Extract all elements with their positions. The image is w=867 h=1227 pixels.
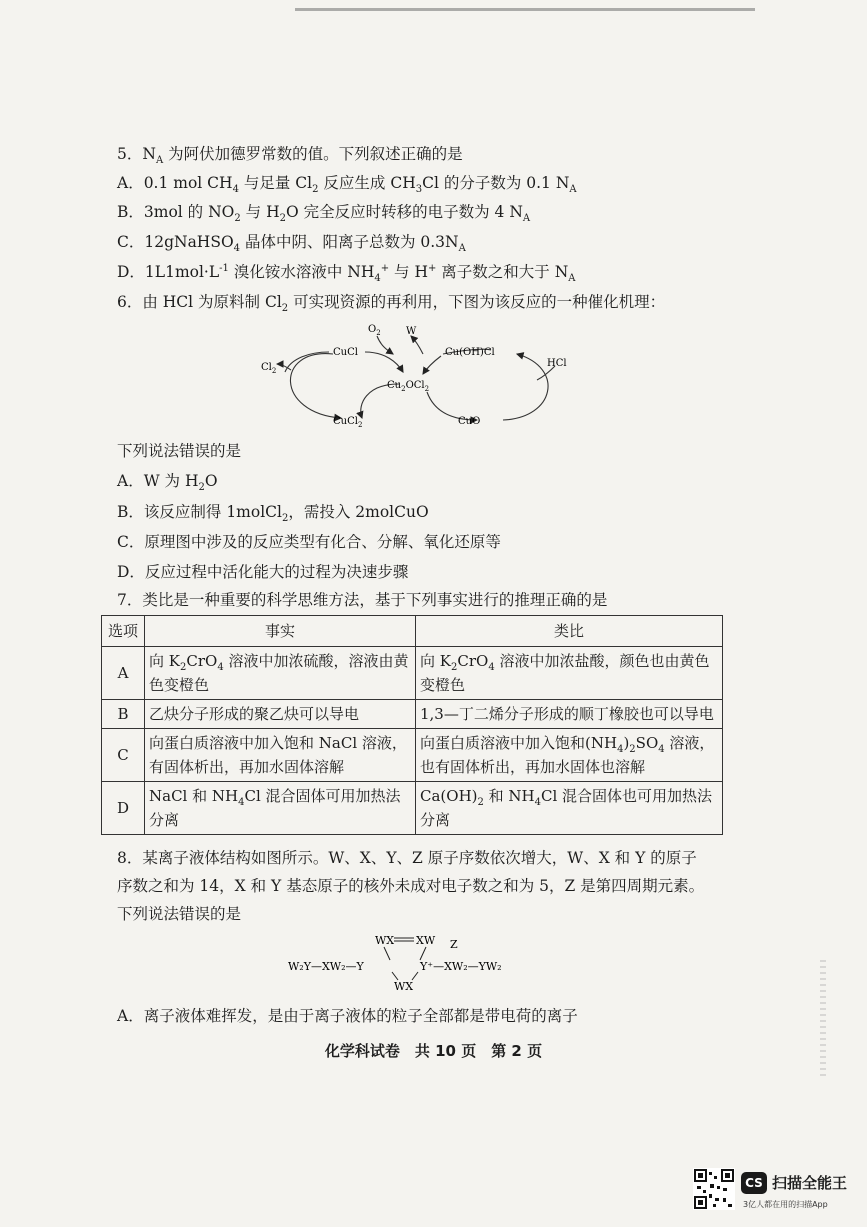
- cuo-label: CuO: [458, 416, 481, 427]
- ring-top-right: XW: [416, 934, 436, 947]
- scanner-brand-name: 扫描全能王: [772, 1174, 848, 1192]
- qr-code-icon: [693, 1168, 735, 1210]
- camscanner-logo: CS: [741, 1172, 767, 1194]
- row-fact: 乙炔分子形成的聚乙炔可以导电: [145, 700, 416, 729]
- header-option: 选项: [102, 616, 145, 647]
- table-row: [102, 729, 723, 782]
- cuo-to-cuohcl-arrow: [503, 354, 548, 420]
- question-8-stem-line-1: 8．某离子液体结构如图所示。W、X、Y、Z 原子序数依次增大，W、X 和 Y 的原子: [117, 849, 697, 867]
- table-row: [102, 700, 723, 729]
- question-8-prompt: 下列说法错误的是: [117, 905, 242, 923]
- question-6-stem: 6．由 HCl 为原料制 $Cl_2$ 可实现资源的再利用，下图为该反应的一种催化机理：: [117, 293, 666, 315]
- scanner-tagline: 3亿人都在用的扫描App: [743, 1200, 828, 1209]
- table-row: [102, 782, 723, 835]
- hcl-label: HCl: [547, 358, 567, 369]
- question-5-option-a: A．0.1 mol $CH_4$ 与足量 $Cl_2$ 反应生成 $CH_3Cl$ 的分子数为 0.1 $N_A$: [117, 174, 577, 196]
- question-5-option-b: B．3mol 的 $NO_2$ 与 $H_2O$ 完全反应时转移的电子数为 4 $N_A$: [117, 203, 531, 225]
- question-6-option-a: A．W 为 $H_2O$: [117, 472, 218, 494]
- o2-input-arrow: [377, 336, 393, 354]
- scan-edge-artifact: [820, 960, 826, 1080]
- cl2-output-arrow: [277, 364, 291, 370]
- w-label: W: [406, 326, 417, 337]
- cucl-label: CuCl: [333, 347, 358, 358]
- left-loop-arrow-bottom: [290, 354, 341, 418]
- question-6-prompt: 下列说法错误的是: [117, 442, 242, 460]
- ring-bottom: WX: [394, 980, 414, 992]
- cuohcl-to-center-arrow: [423, 356, 441, 374]
- question-6-option-d: D．反应过程中活化能大的过程为决速步骤: [117, 563, 409, 581]
- cl2-label: $Cl_2$: [261, 362, 277, 375]
- row-analogy: $Ca(OH)_2$ 和 $NH_4Cl$ 混合固体也可用加热法分离: [416, 782, 723, 835]
- row-key: A: [102, 647, 145, 700]
- row-analogy: 1,3—丁二烯分子形成的顺丁橡胶也可以导电: [416, 700, 723, 729]
- question-6-option-c: C．原理图中涉及的反应类型有化合、分解、氧化还原等: [117, 533, 501, 551]
- header-analogy: 类比: [416, 616, 723, 647]
- row-key: D: [102, 782, 145, 835]
- question-6-option-b: B．该反应制得 1molCl$_2$，需投入 2molCuO: [117, 503, 429, 525]
- left-chain: W₂Y—XW₂—Y: [288, 960, 364, 973]
- question-8-option-a: A．离子液体难挥发，是由于离子液体的粒子全部都是带电荷的离子: [117, 1007, 578, 1025]
- row-key: B: [102, 700, 145, 729]
- row-fact: 向 $K_2CrO_4$ 溶液中加浓硫酸，溶液由黄色变橙色: [145, 647, 416, 700]
- question-7-stem: 7．类比是一种重要的科学思维方法，基于下列事实进行的推理正确的是: [117, 591, 608, 609]
- question-5-stem: 5．$N_A$ 为阿伏加德罗常数的值。下列叙述正确的是: [117, 145, 463, 167]
- header-fact: 事实: [145, 616, 416, 647]
- cucl-to-center-arrow: [365, 352, 403, 372]
- question-5-option-d: D．$1L1mol\cdot L^{-1}$ 溴化铵水溶液中 $NH_4^+$ 与 H+ 离子数之和大于 $N_A$: [117, 262, 576, 285]
- right-chain: Y⁺—XW₂—YW₂: [420, 960, 502, 973]
- cucl2-label: CuCl$_2$: [333, 416, 363, 429]
- ring-top-left: WX: [375, 934, 395, 947]
- ionic-liquid-structure: [280, 930, 540, 992]
- page-footer: 化学科试卷 共 10 页 第 2 页: [324, 1042, 543, 1060]
- question-8-stem-line-2: 序数之和为 14，X 和 Y 基态原子的核外未成对电子数之和为 5，Z 是第四周期元素。: [117, 877, 705, 895]
- cuohcl-label: Cu(OH)Cl: [445, 347, 495, 358]
- scan-edge-line: [295, 8, 755, 11]
- cu2ocl2-label: $Cu_2OCl_2$: [387, 380, 430, 393]
- table-header-row: [102, 616, 723, 647]
- w-output-arrow: [411, 336, 423, 354]
- row-fact: NaCl 和 $NH_4Cl$ 混合固体可用加热法分离: [145, 782, 416, 835]
- left-loop-arc-top: [285, 352, 329, 372]
- counter-ion-z: Z: [450, 938, 458, 951]
- row-analogy: 向蛋白质溶液中加入饱和$(NH_4)_2SO_4$ 溶液，也有固体析出，再加水固体也溶解: [416, 729, 723, 782]
- row-key: C: [102, 729, 145, 782]
- row-fact: 向蛋白质溶液中加入饱和 NaCl 溶液，有固体析出，再加水固体溶解: [145, 729, 416, 782]
- row-analogy: 向 $K_2CrO_4$ 溶液中加浓盐酸，颜色也由黄色变橙色: [416, 647, 723, 700]
- table-row: [102, 647, 723, 700]
- analogy-table: [101, 615, 723, 835]
- o2-label: $O_2$: [368, 324, 381, 337]
- catalytic-cycle-diagram: [255, 318, 595, 436]
- question-5-option-c: C．12gNaHSO$_4$ 晶体中阴、阳离子总数为 $0.3N_A$: [117, 233, 466, 255]
